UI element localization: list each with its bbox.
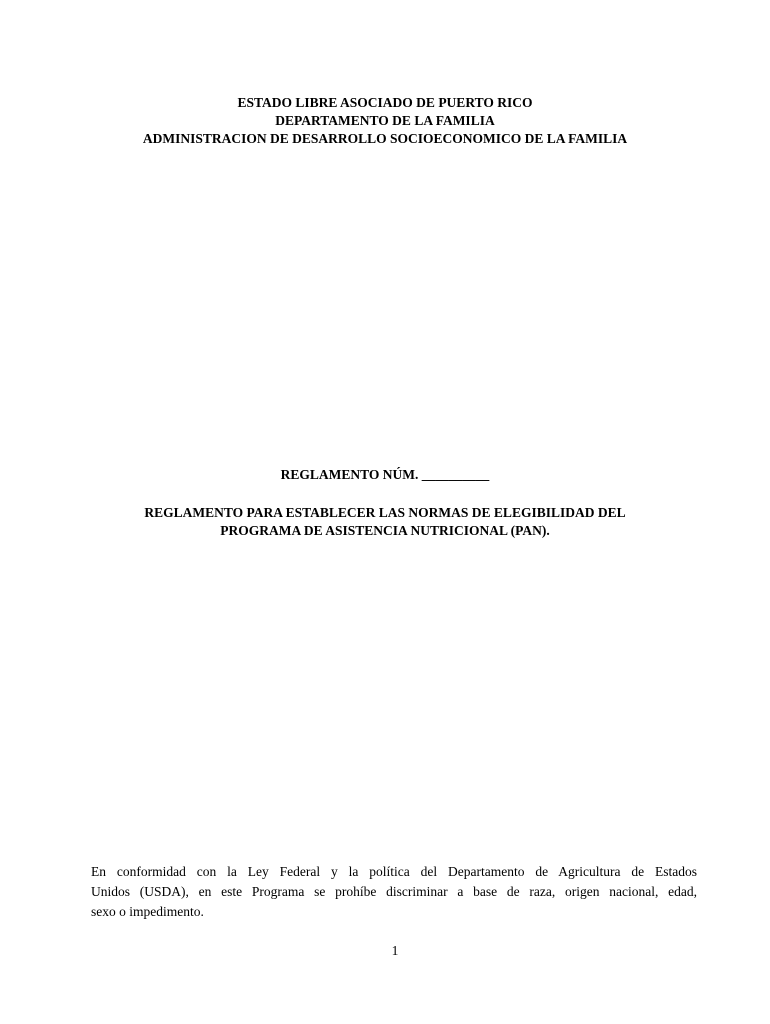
- header-line-commonwealth: ESTADO LIBRE ASOCIADO DE PUERTO RICO: [237, 95, 533, 110]
- regulation-number: REGLAMENTO NÚM. __________: [280, 467, 490, 482]
- regulation-title: [0, 504, 770, 540]
- regulation-title-line-1: REGLAMENTO PARA ESTABLECER LAS NORMAS DE ELEGIBILIDAD DEL: [144, 505, 626, 520]
- notice-line-2: Unidos (USDA), en este Programa se prohíbe discriminar a base de raza, origen nacional, edad,: [91, 884, 697, 899]
- header-line-administration: ADMINISTRACION DE DESARROLLO SOCIOECONOMICO DE LA FAMILIA: [142, 131, 628, 146]
- notice-line-3: sexo o impedimento.: [91, 904, 204, 919]
- page-number: 1: [391, 943, 399, 958]
- notice-line-1: En conformidad con la Ley Federal y la política del Departamento de Agricultura de Estados: [91, 864, 697, 879]
- header-line-department: DEPARTAMENTO DE LA FAMILIA: [275, 113, 495, 128]
- regulation-title-line-2: PROGRAMA DE ASISTENCIA NUTRICIONAL (PAN).: [220, 523, 550, 538]
- non-discrimination-notice: [91, 862, 697, 922]
- agency-header: [0, 94, 770, 148]
